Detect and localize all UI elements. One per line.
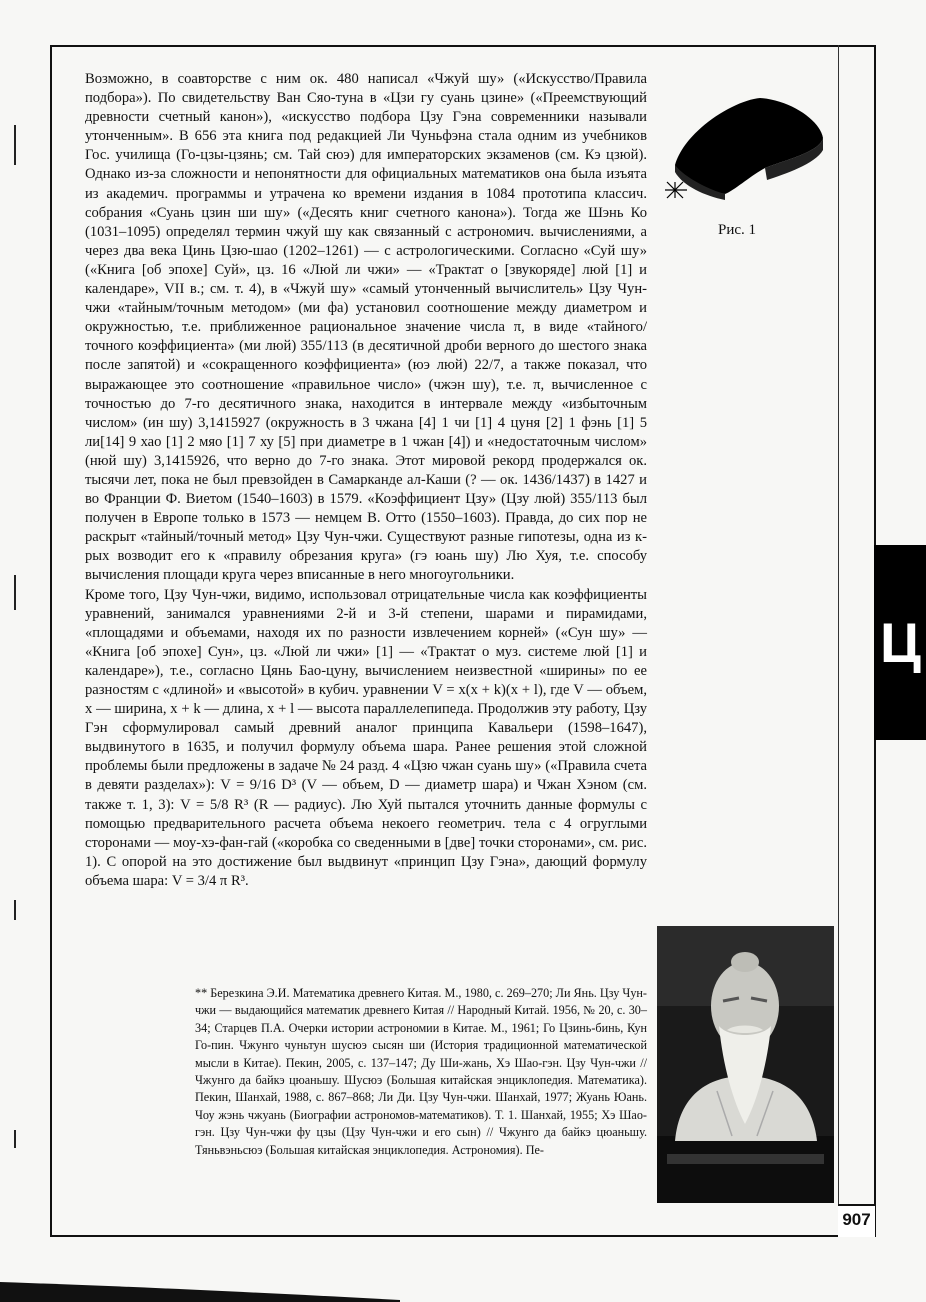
scan-mark [14,125,16,165]
portrait-bust-photo [657,926,834,1203]
references-block [195,985,647,1159]
margin-rule [838,45,839,1237]
page-frame-left [50,45,52,1237]
scan-edge-shadow [0,1272,400,1302]
section-letter: Ц [880,611,921,674]
scan-mark [14,1130,16,1148]
article-paragraph: Кроме того, Цзу Чун-чжи, видимо, использовал отрицательные числа как коэффициенты уравнений, занимался уравнениями 2-й и 3-й степени, шарами и пирамидами, «площадями и объемами, находя их по разности извлечением корней» («Сун шу» — «Книга [об эпохе] Сун», цз. «Люй ли чжи» [1] — «Трактат о муз. системе люй [1] и календаре»), т.е., согласно Цянь Бао-цуну, вычислением неизвестной «ширины» по ее разностям с «длиной» и «высотой» в кубич. уравнении V = x(x + k)(x + l), где V — объем, x — ширина, x + k — длина, x + l — высота параллелепипеда. Продолжив эту работу, Цзу Гэн сформулировал самый древний аналог принципа Кавальери (1598–1647), выдвинутого в 1635, и получил формулу объема шара. Ранее решения этой сложной проблемы были предложены в задаче № 24 разд. 4 «Цзю чжан суань шу» («Правила счета в девяти разделах»): V = 9/16 D³ (V — объем, D — диаметр шара) и Чжан Хэном (см. также т. 1, 3): V = 5/8 R³ (R — радиус). Лю Хуй пытался уточнить данные формулы с помощью предварительного расчета объема некоего геометрич. тела с 4 огруглыми сторонами — моу-хэ-фан-гай («коробка со сведенными в [две] точки сторонами», см. рис. 1). С опорой на это достижение был выдвинут «принцип Цзу Гэна», дающий формулу объема шара: V = 3/4 π R³. [85,586,647,889]
scan-mark [14,575,16,610]
scan-mark [14,900,16,920]
page-frame-bottom [50,1235,876,1237]
article-paragraph: Возможно, в соавторстве с ним ок. 480 написал «Чжуй шу» («Искусство/Правила подбора»). По свидетельству Ван Сяо-туна в «Цзи гу суань цзине» («Преемствующий древности счетный канон»), «искусство подбора Цзу Гэна современники называли утонченным». В 656 эта книга под редакцией Ли Чуньфэна стала одним из учебников Гос. училища (Го-цзы-цзянь; см. Тай сюэ) для императорских экзаменов (см. Кэ цзюй). Однако из-за сложности и непонятности для официальных математиков она была изъята из академич. программы и утрачена ко времени издания в 1084 прототипа классич. собрания «Суань цзин ши шу» («Десять книг счетного канона»). Тогда же Шэнь Ко (1031–1095) определял термин чжуй шу как связанный с астрономич. вычислениями, а через два века Цинь Цзю-шао (1202–1261) — с астрологическими. Согласно «Суй шу» («Книга [об эпохе] Суй», цз. 16 «Люй ли чжи» — «Трактат о [звукоряде] люй [1] и календаре», VII в.; см. т. 4), в «Чжуй шу» «самый утонченный вычислитель» Цзу Чун-чжи «тайным/точным методом» (ми фа) установил соотношение между диаметром и окружностью, т.е. приближенное рациональное значение числа π, в виде «тайного/точного коэффициента» (ми люй) 355/113 (в десятичной дроби верного до шестого знака после запятой) и «сокращенного коэффициента» (юэ люй) 22/7, а также показал, что выражающее это соотношение «правильное число» (чжэн шу), т.е. π, вычисленное с точностью до 7-го десятичного знака, находится в интервале между «избыточным числом» (ин шу) 3,1415927 (окружность в 3 чжана [4] 1 чи [1] 4 цуня [2] 1 фэнь [1] 5 ли[14] 9 хао [1] 2 мяо [1] 7 ху [5] при диаметре в 1 чжан [4]) и «недостаточным числом» (нюй шу) 3,1415926, что верно до 7-го знака. Этот мировой рекорд продержался ок. тысячи лет, пока не был превзойден в Самарканде ал-Каши (? — ок. 1436/1437) в 1427 и во Франции Ф. Виетом (1540–1603) в 1579. «Коэффициент Цзу» (Цзу люй) 355/113 был получен в Европе только в 1573 — немцем В. Отто (1550–1603). Правда, до сих пор не раскрыт «тайный/точный метод» Цзу Чун-чжи. Существуют разные гипотезы, одна из к-рых возводит его к «правилу обрезания круга» (гэ юань шу) Лю Хуя, т.е. способу вычисления площади круга через вписанные в него многоугольники. [85,71,647,584]
figure-caption: Рис. 1 [718,222,757,238]
figure-mou-he-fang-gai [655,90,835,200]
page-number: 907 [842,1210,871,1229]
references-text: ** Березкина Э.И. Математика древнего Китая. М., 1980, с. 269–270; Ли Янь. Цзу Чун-чжи — выдающийся математик древнего Китая // Народный Китай. 1956, № 20, с. 30–34; Старцев П.А. Очерки истории астрономии в Китае. М., 1961; Го Цзинь-бинь, Кун Го-пин. Чжунго чуньтун шусюэ сысян ши (История традиционной математической мысли в Китае). Пекин, 2005, с. 137–147; Ду Ши-жань, Хэ Шао-гэн. Цзу Чун-чжи // Чжунго да байкэ цюаньшу. Шусюэ (Большая китайская энциклопедия. Математика). Пекин, Шанхай, 1988, с. 867–868; Ли Ди. Цзу Чун-чжи. Шанхай, 1977; Жуань Юань. Чоу жэнь чжуань (Биографии астрономов-математиков). Т. 1. Шанхай, 1955; Хэ Шао-гэн. Цзу Чун-чжи фу цзы (Цзу Чун-чжи и его сын) // Чжунго да байкэ цюаньшу. Тяньвэньсюэ (Большая китайская энциклопедия. Астрономия). Пе- [195,986,647,1157]
page-frame-top [50,45,876,47]
page-number-box [838,1204,875,1237]
section-tab [874,545,926,740]
article-body [85,70,647,891]
